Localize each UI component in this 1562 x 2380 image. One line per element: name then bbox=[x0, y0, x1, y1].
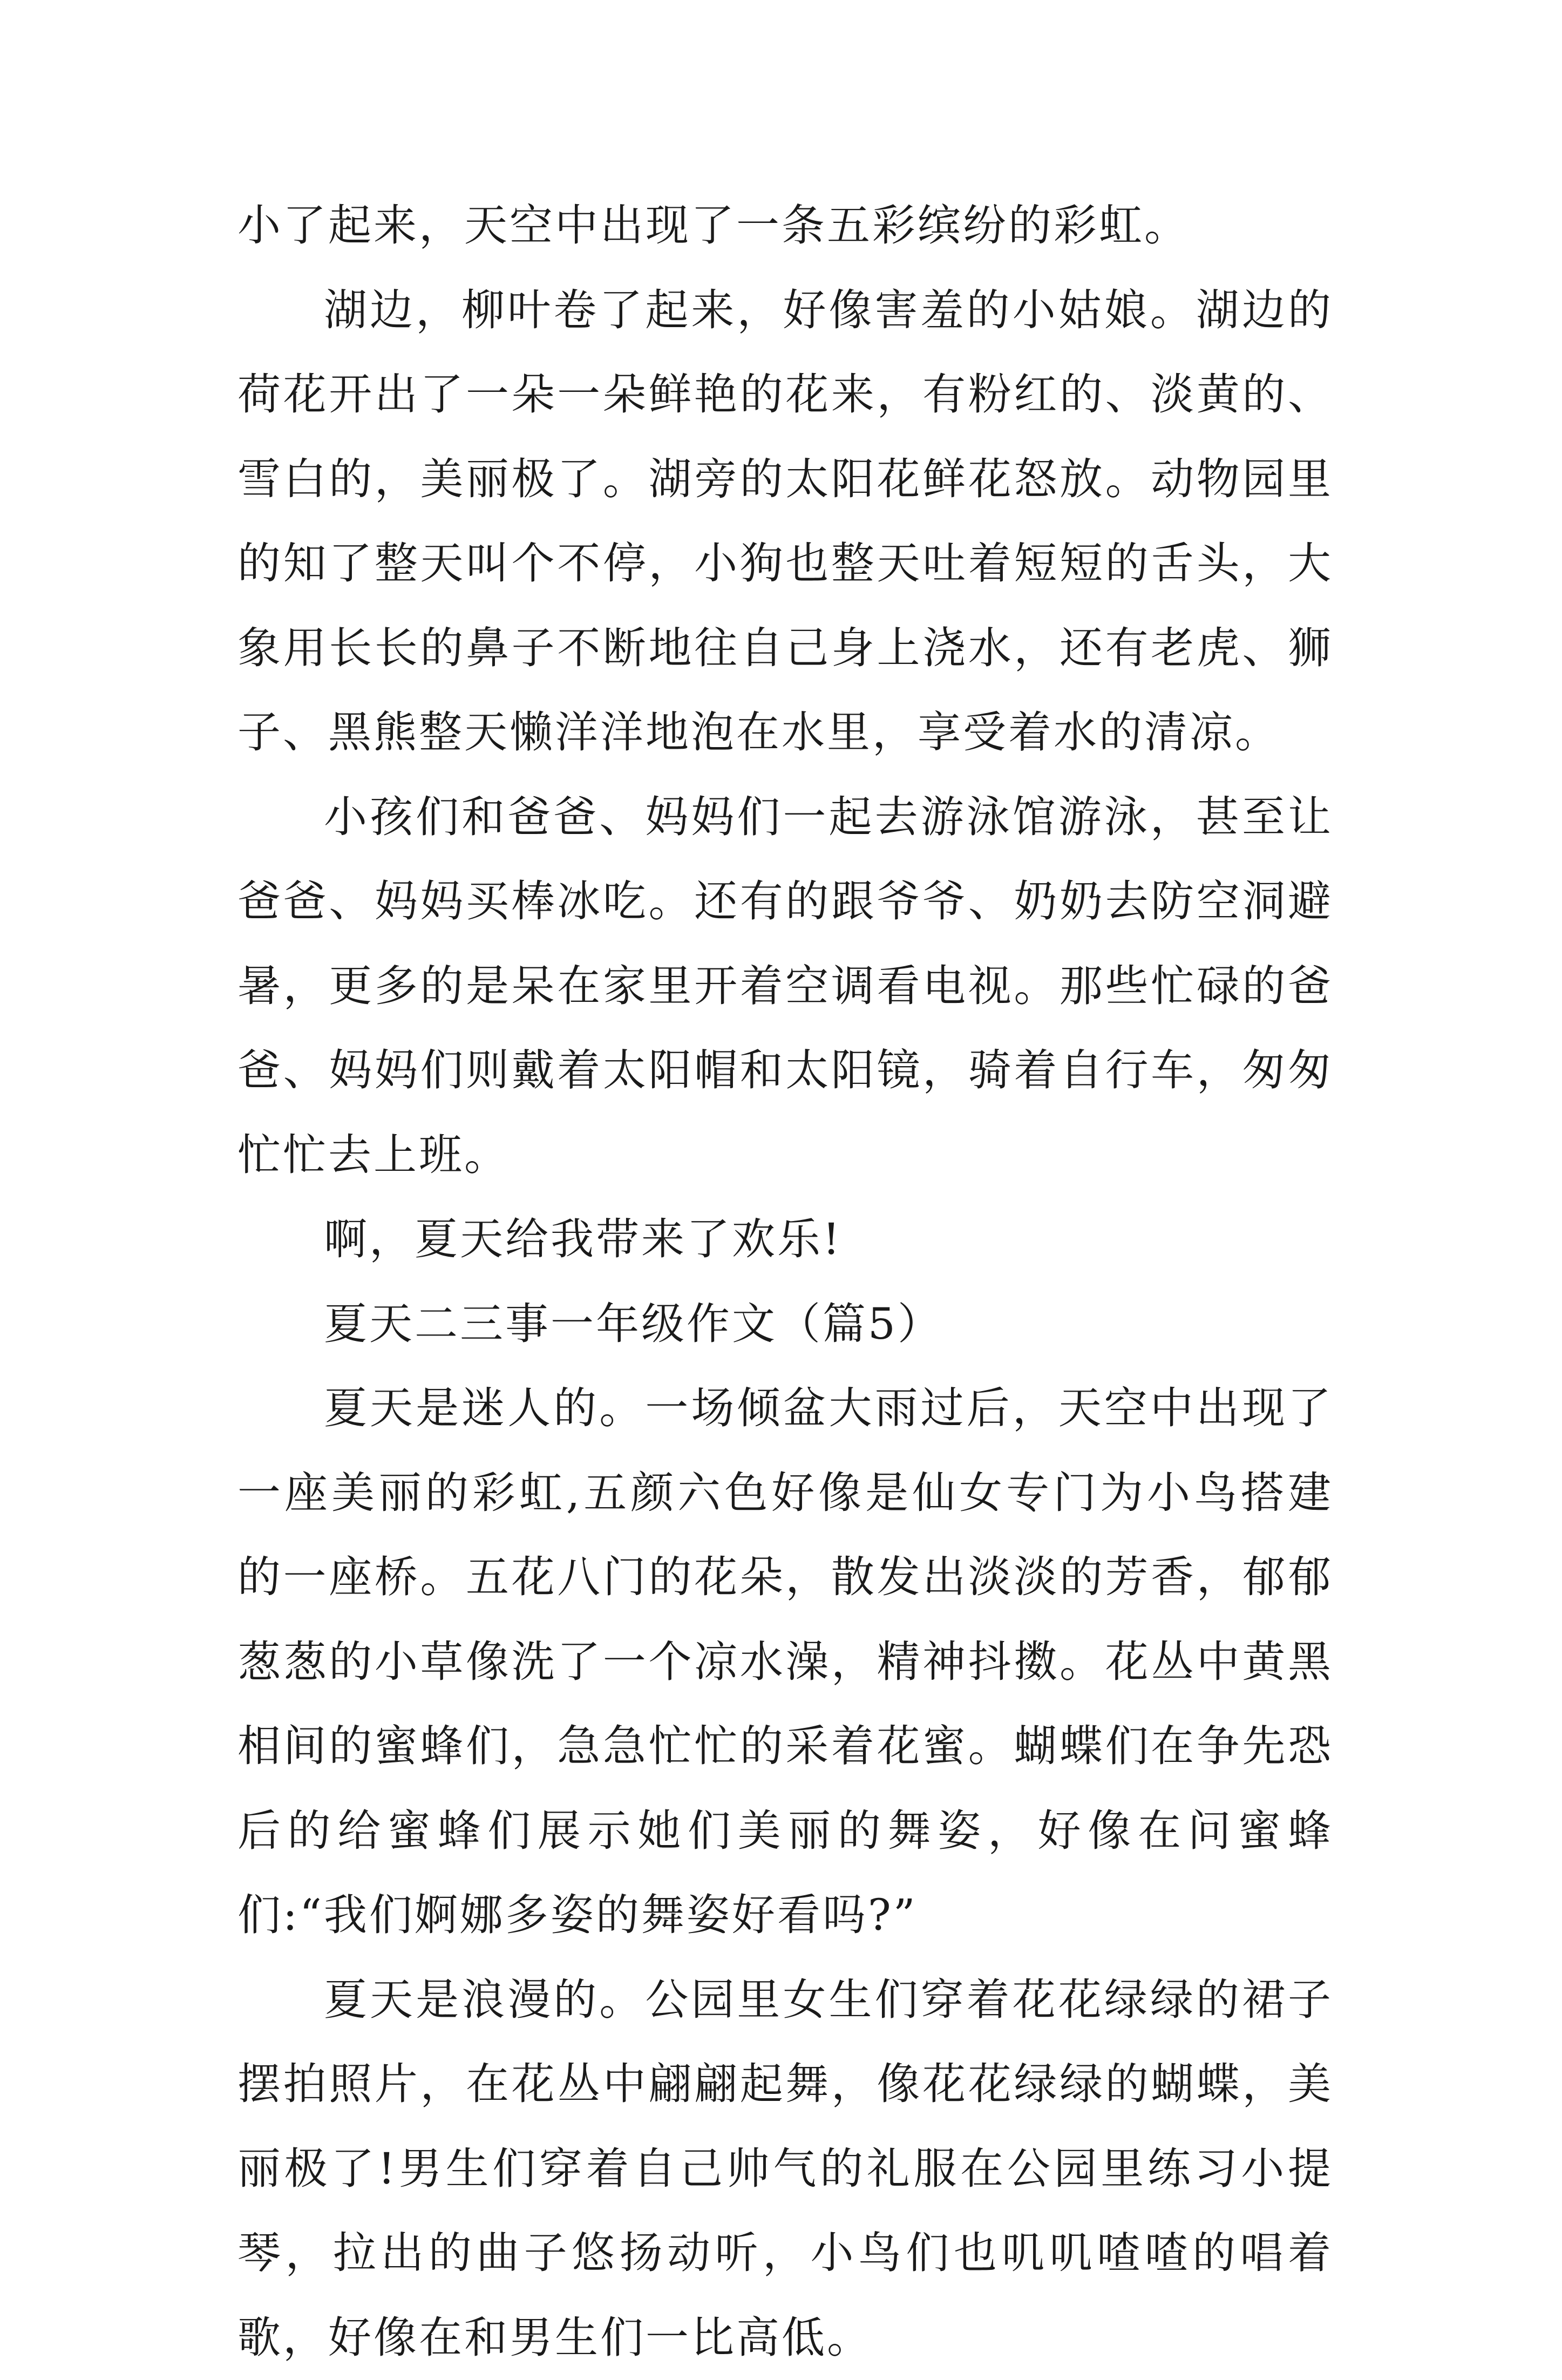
paragraph-romantic: 夏天是浪漫的。公园里女生们穿着花花绿绿的裙子摆拍照片，在花丛中翩翩起舞，像花花绿绿的蝴蝶，美丽极了!男生们穿着自己帅气的礼服在公园里练习小提琴，拉出的曲子悠扬动听，小鸟们也叽叽喳喳的唱着歌，好像在和男生们一比高低。 bbox=[237, 1958, 1333, 2380]
paragraph-continued: 小了起来，天空中出现了一条五彩缤纷的彩虹。 bbox=[237, 184, 1333, 268]
paragraph-children: 小孩们和爸爸、妈妈们一起去游泳馆游泳，甚至让爸爸、妈妈买棒冰吃。还有的跟爷爷、奶奶去防空洞避暑，更多的是呆在家里开着空调看电视。那些忙碌的爸爸、妈妈们则戴着太阳帽和太阳镜，骑着自行车，匆匆忙忙去上班。 bbox=[237, 775, 1333, 1198]
paragraph-lakeside: 湖边，柳叶卷了起来，好像害羞的小姑娘。湖边的荷花开出了一朵一朵鲜艳的花来，有粉红的、淡黄的、雪白的，美丽极了。湖旁的太阳花鲜花怒放。动物园里的知了整天叫个不停，小狗也整天吐着短短的舌头，大象用长长的鼻子不断地往自己身上浇水，还有老虎、狮子、黑熊整天懒洋洋地泡在水里，享受着水的清凉。 bbox=[237, 268, 1333, 775]
paragraph-charming: 夏天是迷人的。一场倾盆大雨过后，天空中出现了一座美丽的彩虹,五颜六色好像是仙女专门为小鸟搭建的一座桥。五花八门的花朵，散发出淡淡的芳香，郁郁葱葱的小草像洗了一个凉水澡，精神抖擞。花丛中黄黑相间的蜜蜂们，急急忙忙的采着花蜜。蝴蝶们在争先恐后的给蜜蜂们展示她们美丽的舞姿，好像在问蜜蜂们:“我们婀娜多姿的舞姿好看吗?” bbox=[237, 1366, 1333, 1958]
document-body bbox=[237, 184, 1333, 2380]
section-heading: 夏天二三事一年级作文（篇5） bbox=[237, 1282, 1333, 1367]
paragraph-exclamation: 啊，夏天给我带来了欢乐! bbox=[237, 1197, 1333, 1282]
